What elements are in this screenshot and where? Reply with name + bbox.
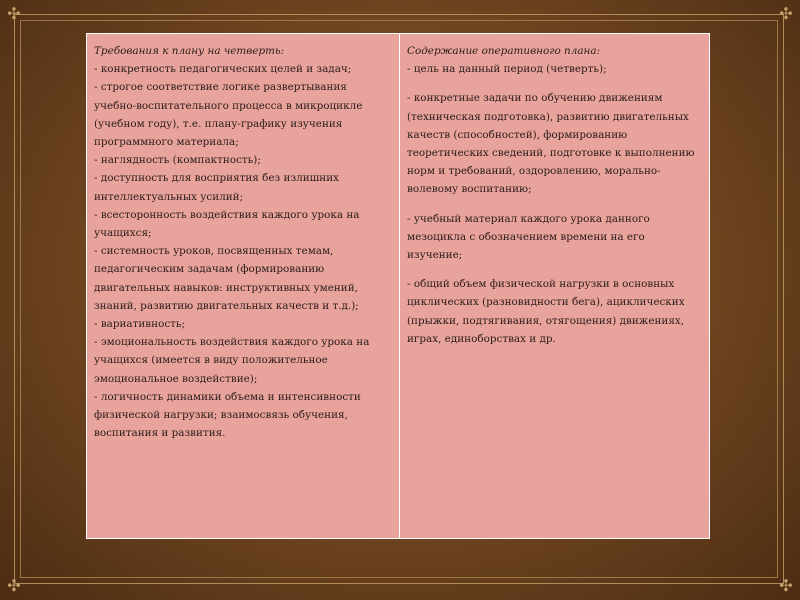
spacer	[407, 78, 701, 89]
content-title: Содержание оперативного плана:	[407, 45, 601, 57]
requirement-item: - вариативность;	[94, 318, 186, 331]
content-item: - общий объем физической нагрузки в основных циклических (разновидности бега), ациклических (прыжки, подтягивания, отягощения) движениях, играх, единоборствах и др.	[407, 278, 685, 345]
requirements-title: Требования к плану на четверть:	[94, 45, 285, 57]
requirement-item: - всесторонность воздействия каждого урока на учащихся;	[94, 208, 360, 240]
spacer	[407, 199, 701, 210]
requirement-item: - логичность динамики объема и интенсивности физической нагрузки; взаимосвязь обучения, воспитания и развития.	[94, 390, 361, 440]
content-item: - учебный материал каждого урока данного мезоцикла с обозначением времени на его изучение;	[407, 212, 650, 262]
plan-table	[86, 33, 710, 539]
corner-ornament-icon: ✣	[7, 576, 21, 595]
content-item: - конкретные задачи по обучению движениям (техническая подготовка), развитию двигательных качеств (способностей), формированию теоретических сведений, подготовке к выполнению норм и требований, оздоровлению, морально-волевому воспитанию;	[407, 92, 695, 196]
corner-ornament-icon: ✣	[779, 576, 793, 595]
requirement-item: - доступность для восприятия без излишних интеллектуальных усилий;	[94, 172, 340, 203]
requirement-item: - системность уроков, посвященных темам, педагогическим задачам (формированию двигательных навыков: инструктивных умений, знаний, развитию двигательных качеств и т.д.);	[94, 245, 359, 312]
requirement-item: - эмоциональность воздействия каждого урока на учащихся (имеется в виду положительное эмоциональное воздействие);	[94, 336, 370, 385]
requirement-item: - конкретность педагогических целей и задач;	[94, 63, 352, 76]
requirements-column	[87, 34, 400, 538]
requirement-item: - строгое соответствие логике развертывания учебно-воспитательного процесса в микроцикле (учебном году), т.е. плану-графику изучения программного материала;	[94, 81, 363, 149]
corner-ornament-icon: ✣	[779, 4, 793, 23]
content-column	[400, 34, 709, 538]
content-item: - цель на данный период (четверть);	[407, 63, 607, 76]
spacer	[407, 264, 701, 275]
corner-ornament-icon: ✣	[7, 4, 21, 23]
requirement-item: - наглядность (компактность);	[94, 154, 261, 167]
